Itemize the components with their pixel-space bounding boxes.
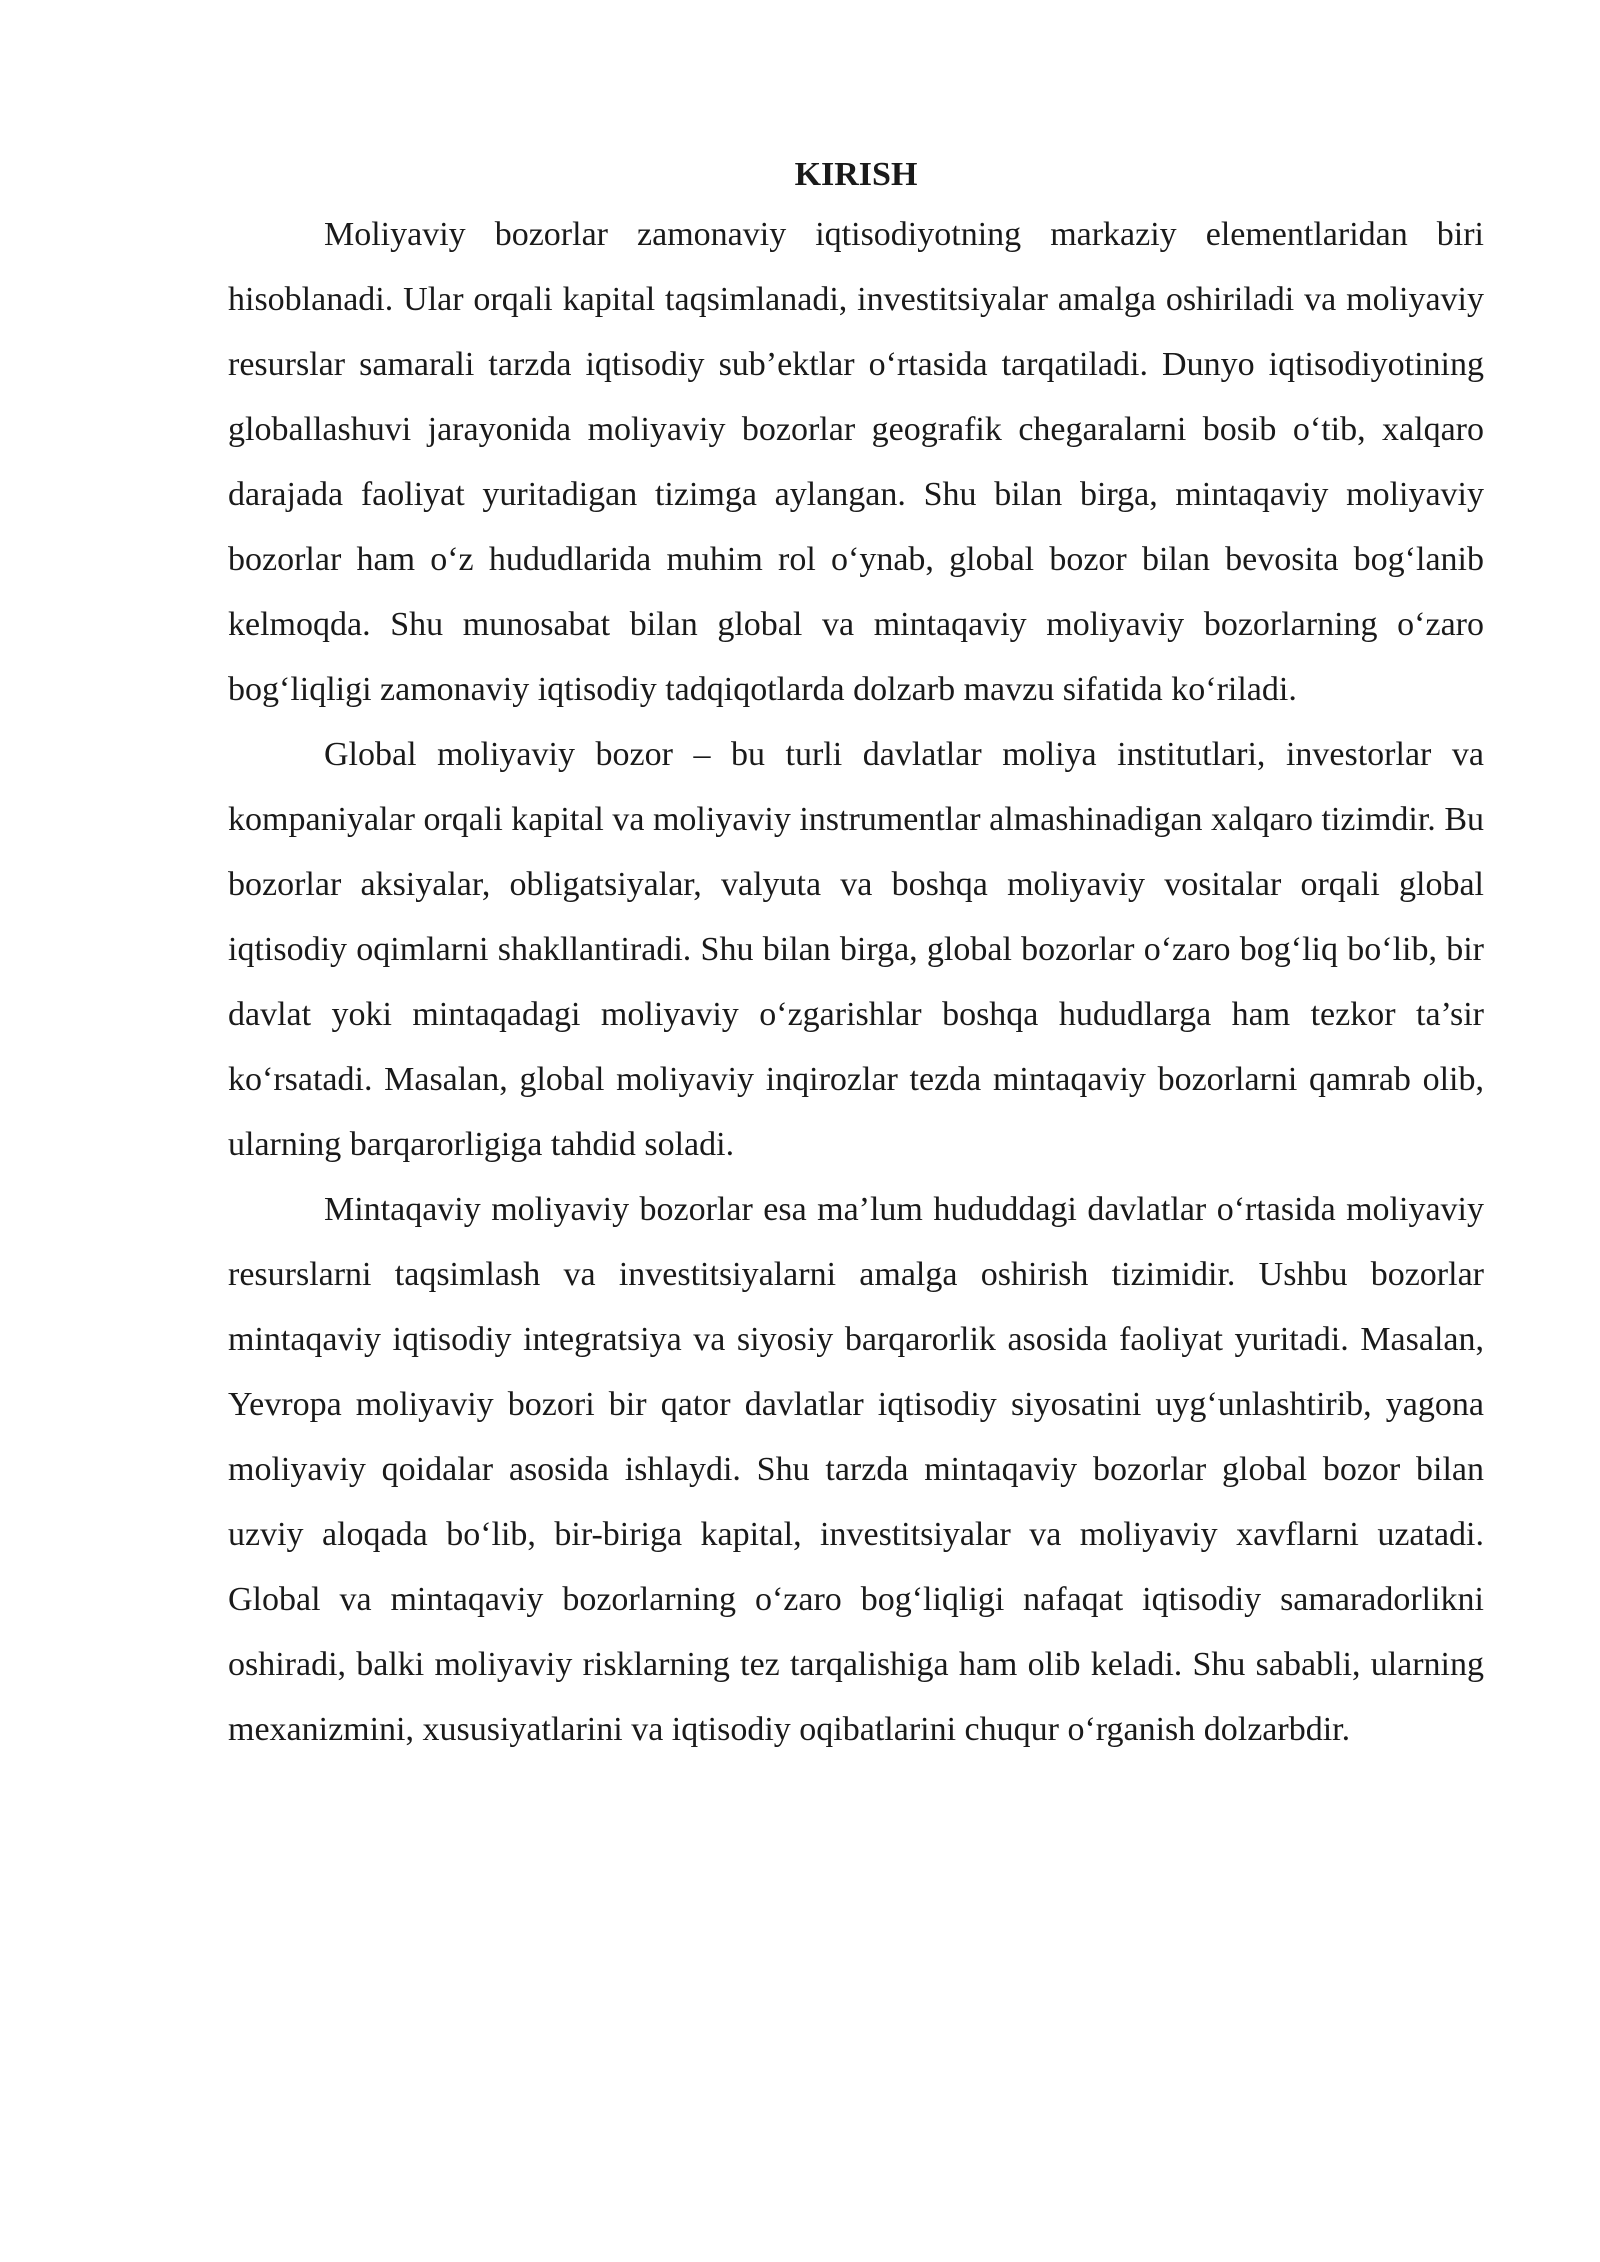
- paragraph-2: Global moliyaviy bozor – bu turli davlatlar moliya institutlari, investorlar va kompaniyalar orqali kapital va moliyaviy instrumentlar almashinadigan xalqaro tizimdir. Bu bozorlar aksiyalar, obligatsiyalar, valyuta va boshqa moliyaviy vositalar orqali global iqtisodiy oqimlarni shakllantiradi. Shu bilan birga, global bozorlar o‘zaro bog‘liq bo‘lib, bir davlat yoki mintaqadagi moliyaviy o‘zgarishlar boshqa hududlarga ham tezkor ta’sir ko‘rsatadi. Masalan, global moliyaviy inqirozlar tezda mintaqaviy bozorlarni qamrab olib, ularning barqarorligiga tahdid soladi.: [228, 736, 1484, 1163]
- paragraph-1: Moliyaviy bozorlar zamonaviy iqtisodiyotning markaziy elementlaridan biri hisoblanadi. Ular orqali kapital taqsimlanadi, investitsiyalar amalga oshiriladi va moliyaviy resurslar samarali tarzda iqtisodiy sub’ektlar o‘rtasida tarqatiladi. Dunyo iqtisodiyotining globallashuvi jarayonida moliyaviy bozorlar geografik chegaralarni bosib o‘tib, xalqaro darajada faoliyat yuritadigan tizimga aylangan. Shu bilan birga, mintaqaviy moliyaviy bozorlar ham o‘z hududlarida muhim rol o‘ynab, global bozor bilan bevosita bog‘lanib kelmoqda. Shu munosabat bilan global va mintaqaviy moliyaviy bozorlarning o‘zaro bog‘liqligi zamonaviy iqtisodiy tadqiqotlarda dolzarb mavzu sifatida ko‘riladi.: [228, 216, 1484, 708]
- paragraph-3: Mintaqaviy moliyaviy bozorlar esa ma’lum hududdagi davlatlar o‘rtasida moliyaviy resurslarni taqsimlash va investitsiyalarni amalga oshirish tizimidir. Ushbu bozorlar mintaqaviy iqtisodiy integratsiya va siyosiy barqarorlik asosida faoliyat yuritadi. Masalan, Yevropa moliyaviy bozori bir qator davlatlar iqtisodiy siyosatini uyg‘unlashtirib, yagona moliyaviy qoidalar asosida ishlaydi. Shu tarzda mintaqaviy bozorlar global bozor bilan uzviy aloqada bo‘lib, bir-biriga kapital, investitsiyalar va moliyaviy xavflarni uzatadi. Global va mintaqaviy bozorlarning o‘zaro bog‘liqligi nafaqat iqtisodiy samaradorlikni oshiradi, balki moliyaviy risklarning tez tarqalishiga ham olib keladi. Shu sababli, ularning mexanizmini, xususiyatlarini va iqtisodiy oqibatlarini chuqur o‘rganish dolzarbdir.: [228, 1191, 1484, 1748]
- document-body: [228, 148, 1484, 1762]
- page-title: KIRISH: [794, 156, 918, 193]
